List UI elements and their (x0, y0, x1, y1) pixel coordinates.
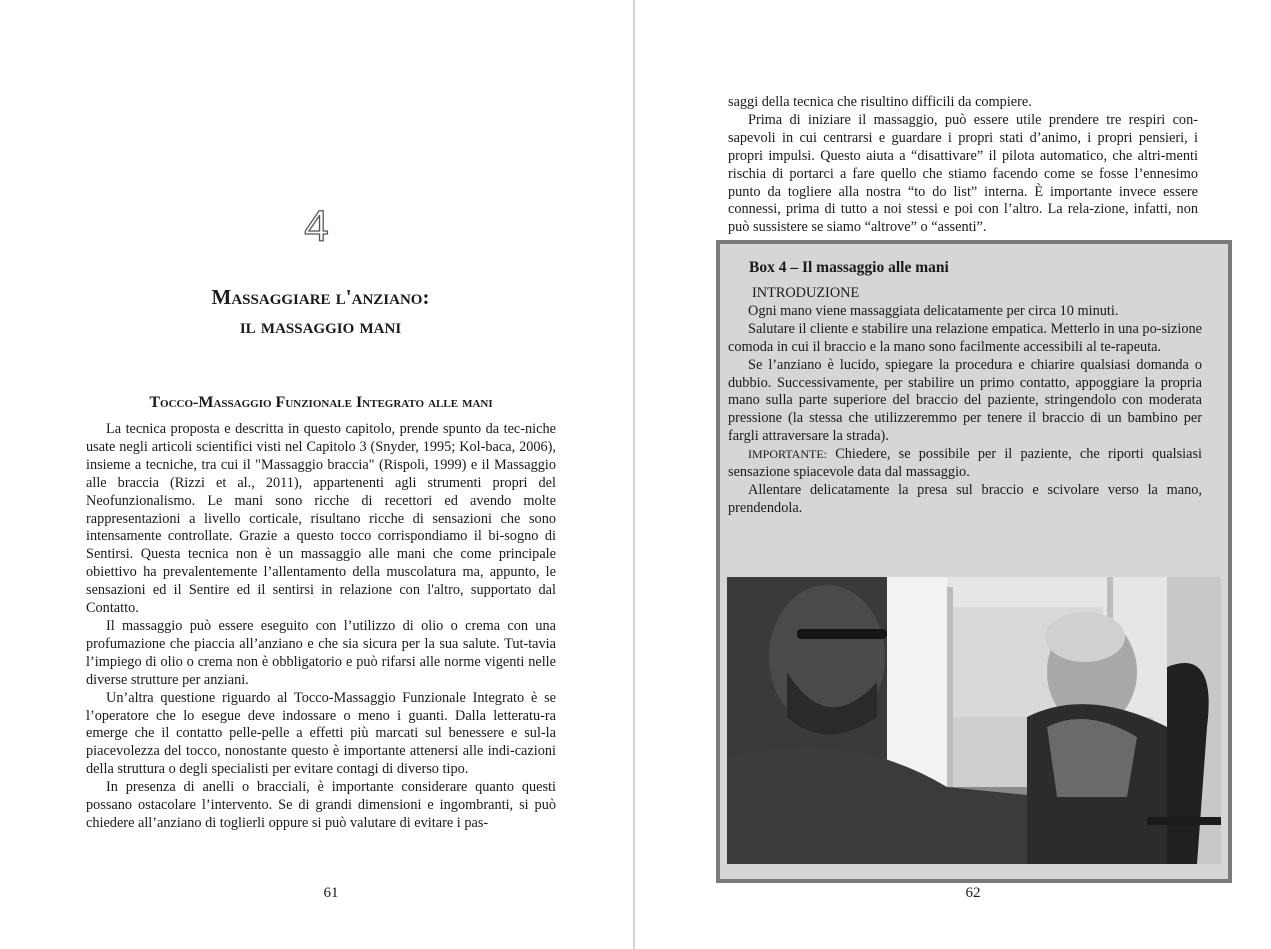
chapter-title (0, 283, 641, 341)
page-number-left: 61 (323, 885, 339, 901)
page-number-right: 62 (965, 885, 981, 901)
box-line: Se l’anziano è lucido, spiegare la procedura e chiarire qualsiasi domanda o dubbio. Successivamente, per stabilire un primo contatto, appoggiare la propria mano sulla parte superiore del braccio del paziente, stringendolo con moderata pressione (la stessa che utilizzeremmo per tenere il braccio di un bambino per fargli attraversare la strada). (728, 356, 1202, 445)
box-line: Ogni mano viene massaggiata delicatamente per circa 10 minuti. (748, 302, 1119, 319)
box-heading: INTRODUZIONE (752, 285, 860, 301)
box-line: Allentare delicatamente la presa sul braccio e scivolare verso la mano, prendendola. (728, 481, 1202, 516)
paragraph: Il massaggio può essere eseguito con l’utilizzo di olio o crema con una profumazione che piaccia all’anziano e che sia sicura per la sua salute. Tut-tavia l’impiego di olio o crema non è obbligatorio e può rifarsi alle norme vigenti nelle diverse strutture per anziani. (86, 617, 556, 688)
paragraph: Prima di iniziare il massaggio, può essere utile prendere tre respiri con-sapevoli in cui centrarsi e guardare i propri stati d’animo, i propri pensieri, i propri impulsi. Questo aiuta a “disattivare” il pilota automatico, che altri-menti rischia di portarci a fare quello che stiamo facendo come se fosse l’ennesimo punto da togliere alla nostra “to do list” interna. È importante invece essere connessi, prima di tutto a noi stessi e poi con l’altro. La rela-zione, infatti, non può sussistere se siamo “altrove” o “assenti”. (728, 111, 1198, 236)
section-title: Tocco-Massaggio Funzionale Integrato alle mani (149, 394, 493, 411)
massage-photo (727, 577, 1221, 864)
important-label: IMPORTANTE: (748, 447, 827, 462)
chapter-title-line2: il massaggio mani (239, 314, 402, 338)
box-important (728, 446, 1202, 482)
paragraph: Un’altra questione riguardo al Tocco-Massaggio Funzionale Integrato è se l’operatore che lo esegue deve indossare o meno i guanti. Dalla letteratu-ra emerge che il contatto pelle-pelle a effetti più marcati sul benessere e sul-la piacevolezza del tocco, nonostante questo è importante attenersi alle indi-cazioni della struttura o degli specialisti per evitare contagi di diverso tipo. (86, 689, 556, 778)
box-body-text (728, 285, 1202, 518)
box-4-panel (716, 240, 1232, 883)
box-title: Box 4 – Il massaggio alle mani (749, 259, 949, 276)
paragraph: saggi della tecnica che risultino difficili da compiere. (728, 94, 1032, 110)
chapter-number: 4 (304, 202, 329, 251)
left-body-text (86, 421, 556, 833)
box-line: Salutare il cliente e stabilire una relazione empatica. Metterlo in una po-sizione comoda in cui il braccio e la mano sono facilmente accessibili al te-rapeuta. (728, 320, 1202, 355)
paragraph: In presenza di anelli o bracciali, è importante considerare quanto questi possano ostacolare l’intervento. Se di grandi dimensioni e ingombranti, si può chiedere all’anziano di toglierli oppure si può valutare di evitare i pas- (86, 779, 556, 831)
paragraph: La tecnica proposta e descritta in questo capitolo, prende spunto da tec-niche usate negli articoli scientifici visti nel Capitolo 3 (Snyder, 1995; Kol-baca, 2006), insieme a tecniche, tra cui il "Massaggio braccia" (Rispoli, 1999) e il Massaggio alle braccia (Rizzi et al., 2011), appartenenti agli strumenti propri del Neofunzionalismo. Le mani sono ricche di recettori ed avendo molte rappresentazioni a livello corticale, risultano ricche di sensazioni che sono intensamente controllate. Grazie a questo tocco corrispondiamo il bi-sogno di Sentirsi. Questa tecnica non è un massaggio alle mani che come principale obiettivo ha prevalentemente l’allentamento della muscolatura ma, appunto, le sensazioni ed il Sentire ed il sentirsi in relazione con l'altro, supportato dal Contatto. (86, 421, 556, 617)
important-text: Chiedere, se possibile per il paziente, che riporti qualsiasi sensazione spiacevole data dal massaggio. (728, 446, 1202, 481)
right-body-text (728, 94, 1198, 237)
chapter-title-line1: Massaggiare l'anziano: (211, 285, 430, 309)
